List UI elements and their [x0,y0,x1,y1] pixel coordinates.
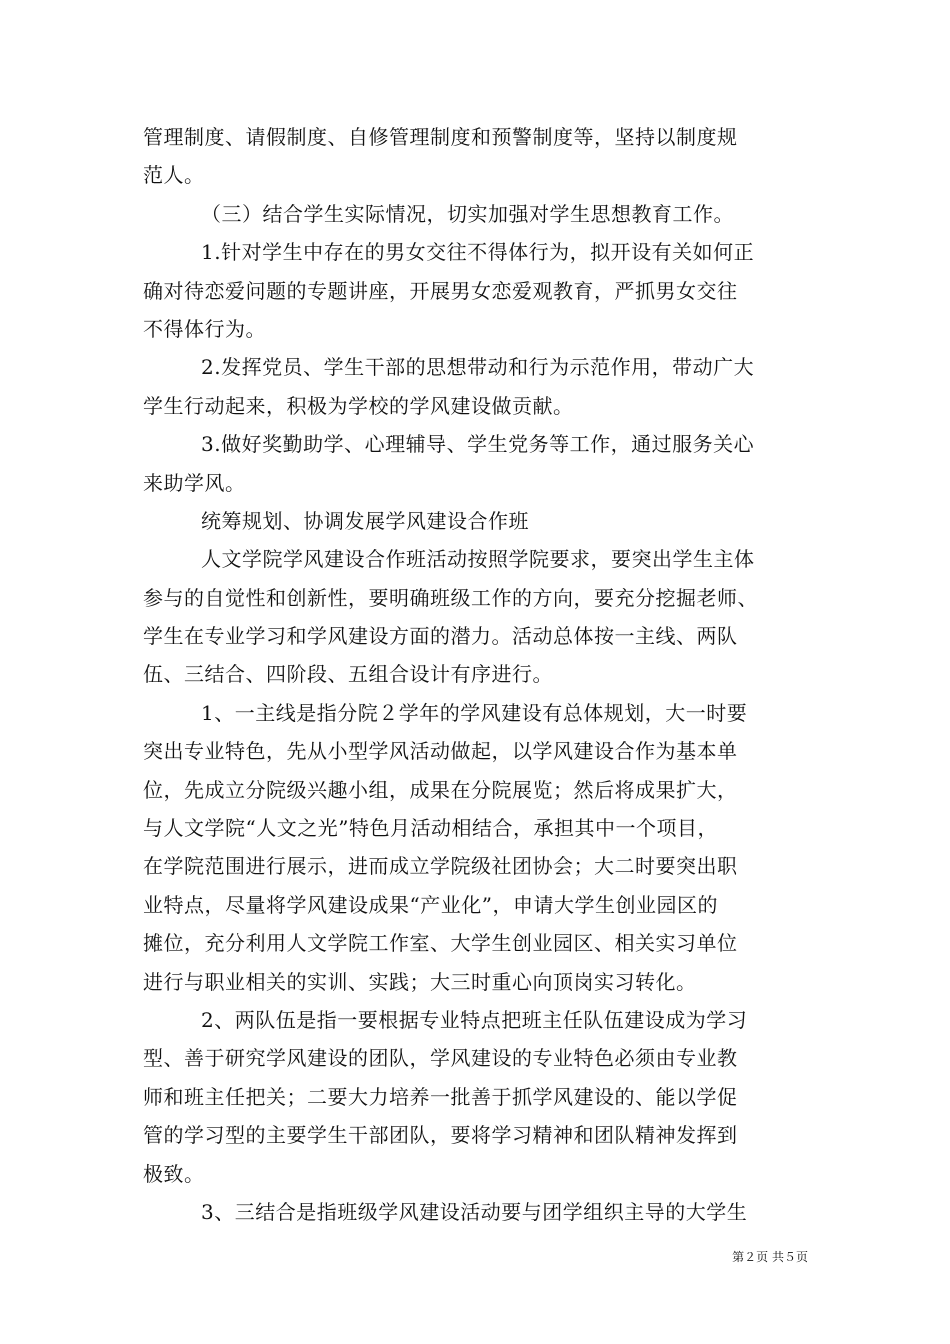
text-line: 师和班主任把关；二要大力培养一批善于抓学风建设的、能以学促 [143,1084,738,1109]
text-line: 3、三结合是指班级学风建设活动要与团学组织主导的大学生 [201,1199,748,1224]
section-heading: 统筹规划、协调发展学风建设合作班 [201,508,529,533]
text-line: 在学院范围进行展示，进而成立学院级社团协会；大二时要突出职 [143,854,738,879]
text-line: 位，先成立分院级兴趣小组，成果在分院展览；然后将成果扩大， [143,777,738,802]
text-line: 摊位，充分利用人文学院工作室、大学生创业园区、相关实习单位 [143,931,738,956]
text-line: 与人文学院“人文之光”特色月活动相结合，承担其中一个项目， [143,816,718,841]
text-line: 来助学风。 [143,470,246,495]
text-line: 极致。 [143,1161,205,1186]
page-number: 第２页 共５页 [732,1250,808,1264]
text-line: 学生行动起来，积极为学校的学风建设做贡献。 [143,393,574,418]
text-line: 1、一主线是指分院２学年的学风建设有总体规划，大一时要 [201,700,748,725]
text-line: 3.做好奖勤助学、心理辅导、学生党务等工作，通过服务关心 [201,432,755,457]
text-line: 伍、三结合、四阶段、五组合设计有序进行。 [143,662,553,687]
text-line: 确对待恋爱问题的专题讲座，开展男女恋爱观教育，严抓男女交往 [143,278,738,303]
text-line: 参与的自觉性和创新性，要明确班级工作的方向，要充分挖掘老师、 [143,585,758,610]
section-heading: （三）结合学生实际情况，切实加强对学生思想教育工作。 [201,201,734,226]
text-line: 学生在专业学习和学风建设方面的潜力。活动总体按一主线、两队 [143,624,738,649]
text-line: 业特点，尽量将学风建设成果“产业化”，申请大学生创业园区的 [143,892,718,917]
text-line: 突出专业特色，先从小型学风活动做起，以学风建设合作为基本单 [143,739,738,764]
text-line: 管的学习型的主要学生干部团队，要将学习精神和团队精神发挥到 [143,1123,738,1148]
text-line: 不得体行为。 [143,316,266,341]
text-line: 型、善于研究学风建设的团队，学风建设的专业特色必须由专业教 [143,1046,738,1071]
text-line: 2.发挥党员、学生干部的思想带动和行为示范作用，带动广大 [201,355,755,380]
text-line: 管理制度、请假制度、自修管理制度和预警制度等，坚持以制度规 [143,125,738,149]
text-line: 范人。 [143,163,205,188]
document-body [143,118,809,1231]
text-line: 1.针对学生中存在的男女交往不得体行为，拟开设有关如何正 [201,240,755,265]
text-line: 2、两队伍是指一要根据专业特点把班主任队伍建设成为学习 [201,1007,748,1032]
text-line: 人文学院学风建设合作班活动按照学院要求，要突出学生主体 [201,547,755,572]
text-line: 进行与职业相关的实训、实践；大三时重心向顶岗实习转化。 [143,969,697,994]
